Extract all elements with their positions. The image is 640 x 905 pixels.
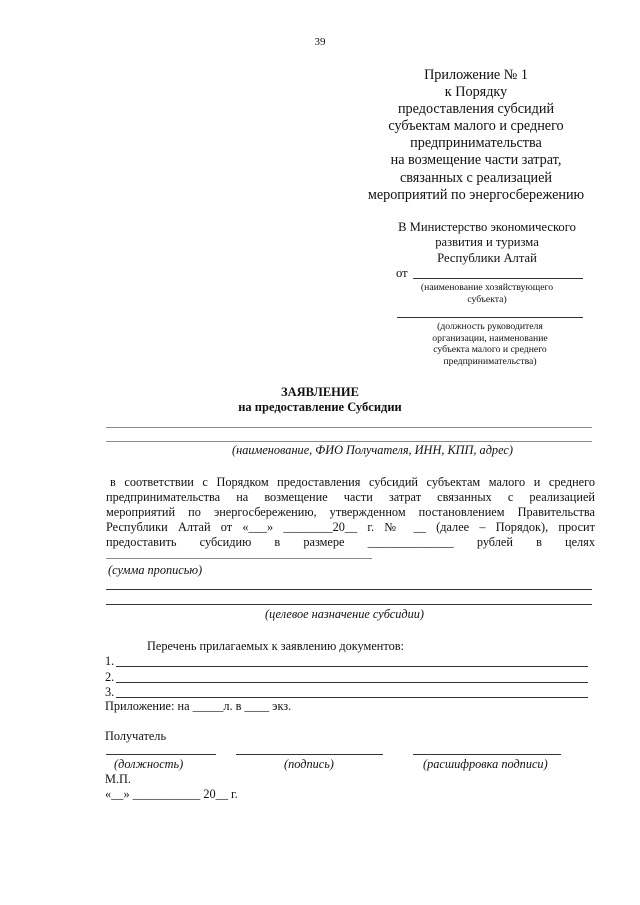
entity-caption (402, 282, 572, 305)
attachment-line: Приложение: на _____л. в ____ экз. (105, 699, 292, 713)
from-label: от (396, 266, 408, 280)
document-item-number: 1. (105, 654, 115, 668)
applicant-fill-line-1[interactable] (106, 427, 592, 428)
position-fill-line[interactable] (397, 317, 583, 318)
caption-line: субъекта малого и среднего (433, 344, 547, 356)
caption-line: предпринимательства) (443, 355, 537, 367)
position-caption-label: (должность) (114, 757, 184, 771)
signature-line[interactable] (236, 754, 383, 755)
caption-line: (наименование хозяйствующего (420, 282, 554, 293)
application-body (106, 475, 595, 550)
appendix-line: предоставления субсидий (397, 101, 555, 118)
stamp-label: М.П. (105, 772, 131, 786)
appendix-header (348, 67, 604, 204)
appendix-line: к Порядку (444, 84, 508, 101)
caption-line: организации, наименование (432, 332, 548, 344)
appendix-line: мероприятий по энергосбережению (367, 186, 585, 203)
document-item-line-1[interactable] (116, 666, 588, 667)
appendix-line: на возмещение части затрат, (390, 152, 562, 169)
document-item-line-2[interactable] (116, 682, 588, 683)
appendix-line: субъектам малого и среднего (388, 118, 564, 135)
addressee-line: Республики Алтай (437, 250, 537, 265)
signature-decode-line[interactable] (413, 754, 561, 755)
position-signature-line[interactable] (106, 754, 216, 755)
documents-heading: Перечень прилагаемых к заявлению документов: (147, 639, 404, 653)
document-title (0, 385, 640, 415)
body-line: предоставить субсидию в размере ______________ рублей в целях (106, 535, 595, 550)
body-line: мероприятий по энергосбережению, утвержденном постановлением Правительства (106, 505, 595, 520)
purpose-caption: (целевое назначение субсидии) (265, 607, 424, 621)
date-line: «__» ___________ 20__ г. (105, 787, 238, 801)
document-item-number: 3. (105, 685, 115, 699)
purpose-fill-line-2[interactable] (106, 604, 592, 605)
appendix-line: предпринимательства (410, 135, 542, 152)
document-item-line-3[interactable] (116, 697, 588, 698)
appendix-line: связанных с реализацией (399, 169, 553, 186)
addressee-line: В Министерство экономического (398, 220, 576, 234)
page-number: 39 (314, 36, 326, 48)
addressee-line: развития и туризма (435, 235, 539, 250)
addressee-block (390, 220, 584, 266)
entity-fill-line[interactable] (413, 278, 583, 279)
recipient-label: Получатель (105, 729, 167, 743)
from-row (393, 266, 583, 281)
purpose-fill-line-1[interactable] (106, 589, 592, 590)
decode-caption-label: (расшифровка подписи) (423, 757, 548, 771)
applicant-fill-line-2[interactable] (106, 441, 592, 442)
signature-caption-label: (подпись) (284, 757, 334, 771)
document-item-number: 2. (105, 670, 115, 684)
appendix-line: Приложение № 1 (424, 67, 528, 83)
body-line: Республики Алтай от «___» ________20__ г. № __ (далее – Порядок), просит (106, 520, 595, 535)
amount-caption: (сумма прописью) (108, 563, 203, 577)
title-text: ЗАЯВЛЕНИЕ (281, 385, 359, 399)
body-line: предпринимательства на возмещение части затрат связанных с реализацией (106, 490, 595, 505)
body-line: в соответствии с Порядком предоставления субсидий субъектам малого и среднего (110, 475, 595, 489)
subtitle-text: на предоставление Субсидии (238, 400, 402, 414)
position-caption (402, 321, 578, 367)
applicant-caption: (наименование, ФИО Получателя, ИНН, КПП, адрес) (232, 443, 513, 457)
caption-line: (должность руководителя (437, 321, 543, 332)
caption-line: субъекта) (467, 293, 507, 305)
amount-fill-line[interactable] (106, 558, 372, 559)
